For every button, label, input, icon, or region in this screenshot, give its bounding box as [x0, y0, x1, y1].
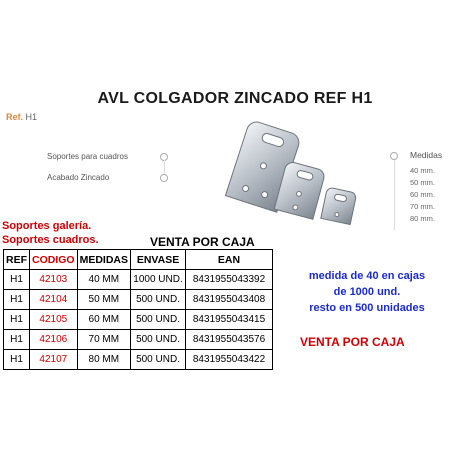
- table-row: [4, 350, 273, 370]
- cell-medidas: 80 MM: [77, 350, 130, 370]
- col-medidas: MEDIDAS: [77, 250, 130, 270]
- cell-envase: 500 UND.: [131, 310, 186, 330]
- cell-ean: 8431955043408: [186, 290, 273, 310]
- product-table: [3, 249, 273, 370]
- cell-medidas: 40 MM: [77, 270, 130, 290]
- product-image: [200, 120, 380, 230]
- table-row: [4, 290, 273, 310]
- cell-ean: 8431955043392: [186, 270, 273, 290]
- table-row: [4, 310, 273, 330]
- table-row: [4, 330, 273, 350]
- bracket-small: [321, 187, 357, 225]
- col-codigo: CODIGO: [30, 250, 78, 270]
- cell-medidas: 70 MM: [77, 330, 130, 350]
- cell-codigo: 42107: [30, 350, 78, 370]
- size-item: 50 mm.: [410, 178, 436, 187]
- cell-codigo: 42106: [30, 330, 78, 350]
- cell-ref: H1: [4, 350, 30, 370]
- side-note-line: de 1000 und.: [333, 286, 401, 298]
- property-acabado: Acabado Zincado: [47, 173, 110, 182]
- cell-ref: H1: [4, 290, 30, 310]
- cell-envase: 500 UND.: [131, 290, 186, 310]
- side-note-line: resto en 500 unidades: [309, 302, 425, 314]
- page-title: AVL COLGADOR ZINCADO REF H1: [97, 90, 373, 107]
- cell-medidas: 50 MM: [77, 290, 130, 310]
- note-galeria: Soportes galería.: [2, 220, 92, 232]
- cell-envase: 1000 UND.: [131, 270, 186, 290]
- size-item: 80 mm.: [410, 214, 436, 223]
- size-item: 60 mm.: [410, 190, 436, 199]
- col-ref: REF: [4, 250, 30, 270]
- cell-ean: 8431955043415: [186, 310, 273, 330]
- cell-ref: H1: [4, 270, 30, 290]
- col-envase: ENVASE: [131, 250, 186, 270]
- ref-value: H1: [25, 112, 38, 122]
- cell-codigo: 42104: [30, 290, 78, 310]
- cell-ref: H1: [4, 330, 30, 350]
- cell-codigo: 42105: [30, 310, 78, 330]
- venta-por-caja-header: VENTA POR CAJA: [150, 235, 255, 249]
- table-header-row: [4, 250, 273, 270]
- size-item: 70 mm.: [410, 202, 436, 211]
- size-item: 40 mm.: [410, 166, 436, 175]
- cell-medidas: 60 MM: [77, 310, 130, 330]
- connector-dot: [160, 174, 168, 182]
- ref-prefix: Ref.: [6, 112, 24, 122]
- medidas-title: Medidas: [410, 150, 443, 160]
- col-ean: EAN: [186, 250, 273, 270]
- note-cuadros: Soportes cuadros.: [2, 234, 99, 246]
- ref-label: [6, 112, 37, 122]
- cell-ref: H1: [4, 310, 30, 330]
- property-soportes: Soportes para cuadros: [47, 152, 128, 161]
- cell-ean: 8431955043576: [186, 330, 273, 350]
- cell-envase: 500 UND.: [131, 330, 186, 350]
- medidas-line: [394, 160, 395, 230]
- side-note-line: medida de 40 en cajas: [308, 270, 426, 282]
- table-row: [4, 270, 273, 290]
- cell-ean: 8431955043422: [186, 350, 273, 370]
- side-note: [282, 268, 452, 316]
- cell-codigo: 42103: [30, 270, 78, 290]
- connector-line: [164, 160, 165, 174]
- connector-dot: [390, 152, 398, 160]
- cell-envase: 500 UND.: [131, 350, 186, 370]
- side-venta-por-caja: VENTA POR CAJA: [300, 335, 405, 349]
